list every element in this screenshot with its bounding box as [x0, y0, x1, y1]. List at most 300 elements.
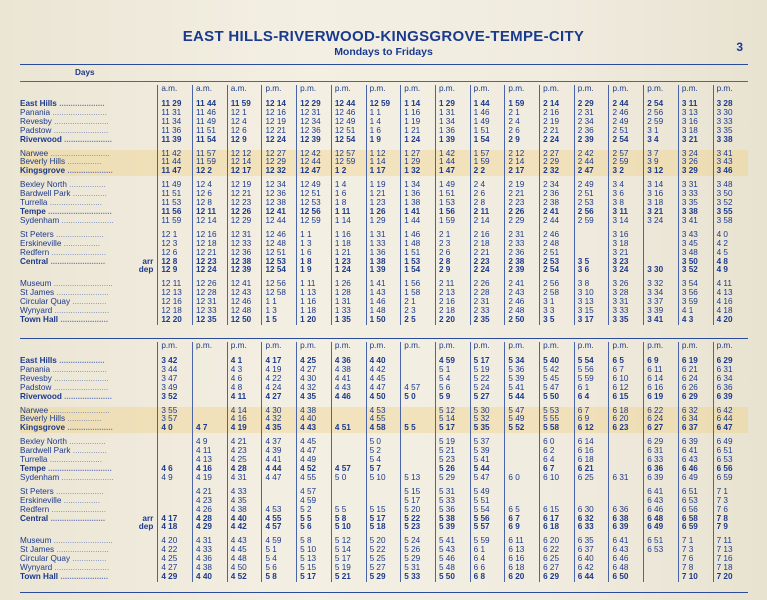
departure-time: 4 8: [713, 258, 748, 267]
departure-time: 5 39: [505, 375, 540, 384]
departure-time: 6 27: [540, 564, 575, 573]
departure-time: 6 42: [574, 564, 609, 573]
station-name: Narwee: [20, 149, 49, 158]
departure-time: 3 42: [158, 357, 193, 366]
departure-time: 3 28: [609, 289, 644, 298]
departure-time: 6 37: [574, 546, 609, 555]
departure-time: [505, 447, 540, 456]
leader-dots: .......................: [47, 199, 103, 208]
departure-time: 1 47: [435, 167, 470, 176]
departure-time: 4 29: [193, 523, 228, 532]
departure-time: 4 42: [227, 523, 262, 532]
departure-time: 4 17: [158, 515, 193, 524]
departure-time: 6 53: [644, 546, 679, 555]
departure-time: 2 50: [505, 316, 540, 325]
departure-time: 5 29: [435, 474, 470, 483]
station-name: Revesby: [20, 117, 52, 126]
departure-time: 4 20: [713, 316, 748, 325]
departure-time: 5 6: [297, 523, 332, 532]
departure-time: 1 23: [331, 258, 366, 267]
departure-time: 3 2: [609, 167, 644, 176]
leader-dots: ................: [61, 239, 101, 248]
departure-time: 12 8: [193, 199, 228, 208]
station-cell: [20, 307, 158, 316]
leader-dots: ...............: [65, 415, 102, 424]
departure-time: 2 21: [540, 127, 575, 136]
departure-time: 6 14: [574, 438, 609, 447]
departure-time: 6 46: [609, 555, 644, 564]
departure-time: 3 24: [678, 150, 713, 159]
departure-time: 1 59: [470, 158, 505, 167]
departure-time: [401, 375, 436, 384]
departure-time: 12 46: [227, 298, 262, 307]
period-label: p.m.: [644, 85, 679, 95]
departure-time: 5 17: [470, 357, 505, 366]
departure-time: 6 15: [609, 393, 644, 402]
departure-time: 2 8: [470, 199, 505, 208]
period-label: p.m.: [366, 85, 401, 95]
departure-time: 5 54: [574, 357, 609, 366]
departure-time: 6 59: [678, 523, 713, 532]
station-name: Erskineville: [20, 239, 62, 248]
departure-time: [158, 488, 193, 497]
station-name: Central: [20, 514, 49, 523]
departure-time: 12 11: [193, 208, 228, 217]
period-label: a.m.: [158, 85, 193, 95]
departure-time: 12 50: [227, 316, 262, 325]
departure-time: 4 3: [678, 316, 713, 325]
period-label: p.m.: [331, 342, 366, 352]
departure-time: 2 14: [470, 217, 505, 226]
departure-time: 3 11: [678, 100, 713, 109]
departure-time: 4 44: [262, 465, 297, 474]
departure-time: 1 56: [435, 208, 470, 217]
departure-time: 1 4: [331, 181, 366, 190]
departure-time: 12 34: [262, 181, 297, 190]
departure-time: 5 42: [540, 366, 575, 375]
departure-time: 6 20: [540, 537, 575, 546]
departure-time: 1 36: [435, 127, 470, 136]
departure-time: 12 32: [262, 167, 297, 176]
departure-time: [644, 564, 679, 573]
departure-time: 12 51: [262, 249, 297, 258]
departure-time: 11 36: [158, 127, 193, 136]
departure-time: 4 25: [227, 456, 262, 465]
departure-time: 6 44: [574, 573, 609, 582]
departure-time: 3 16: [644, 190, 679, 199]
station-cell: [20, 118, 158, 127]
departure-time: 5 56: [470, 515, 505, 524]
departure-time: 6 36: [713, 384, 748, 393]
departure-time: 2 24: [540, 136, 575, 145]
departure-time: 3 15: [574, 307, 609, 316]
timetable-row: [20, 249, 748, 258]
departure-time: 12 38: [262, 199, 297, 208]
timetable-row: [20, 136, 748, 145]
departure-time: 5 19: [435, 438, 470, 447]
period-label: p.m.: [158, 342, 193, 352]
departure-time: 4 41: [262, 456, 297, 465]
timetable-row: [20, 456, 748, 465]
departure-time: 4 45: [297, 438, 332, 447]
departure-time: 1 43: [366, 289, 401, 298]
departure-time: 12 14: [262, 100, 297, 109]
departure-time: 4 36: [193, 555, 228, 564]
departure-time: 3 13: [678, 109, 713, 118]
departure-time: 5 4: [262, 555, 297, 564]
timetable-row: [20, 109, 748, 118]
departure-time: 5 12: [435, 407, 470, 416]
departure-time: 3 8: [609, 199, 644, 208]
departure-time: 4 57: [401, 384, 436, 393]
departure-time: 2 11: [435, 280, 470, 289]
station-cell: [20, 231, 158, 240]
departure-time: 11 46: [193, 109, 228, 118]
departure-time: 12 48: [227, 307, 262, 316]
departure-time: 6 18: [574, 456, 609, 465]
departure-time: [505, 465, 540, 474]
departure-time: 5 2: [366, 447, 401, 456]
departure-time: 12 18: [158, 307, 193, 316]
period-label: p.m.: [713, 342, 748, 352]
period-label: a.m.: [227, 85, 262, 95]
departure-time: 6 37: [678, 424, 713, 433]
station-name: Sydenham: [20, 216, 60, 225]
arr-dep-label: arr: [142, 257, 154, 266]
departure-time: 6 43: [644, 497, 679, 506]
departure-time: 7 6: [713, 506, 748, 515]
departure-time: [609, 447, 644, 456]
departure-time: 3 43: [678, 231, 713, 240]
timetable-row: [20, 298, 748, 307]
departure-time: 1 41: [366, 280, 401, 289]
timetable-row: [20, 289, 748, 298]
departure-time: 5 39: [470, 447, 505, 456]
leader-dots: .....................: [58, 315, 109, 324]
departure-time: 6 18: [540, 523, 575, 532]
departure-time: 3 11: [609, 208, 644, 217]
departure-time: 5 41: [505, 384, 540, 393]
departure-time: 12 14: [193, 217, 228, 226]
leader-dots: .....................: [61, 392, 112, 401]
departure-time: 6 27: [644, 424, 679, 433]
departure-time: 4 59: [435, 357, 470, 366]
departure-time: 6 20: [609, 415, 644, 424]
departure-time: 6 8: [470, 573, 505, 582]
departure-time: 5 22: [470, 375, 505, 384]
departure-time: 1 1: [366, 109, 401, 118]
departure-time: [574, 240, 609, 249]
departure-time: 4 35: [227, 497, 262, 506]
departure-time: 2 31: [574, 109, 609, 118]
departure-time: [609, 456, 644, 465]
departure-time: 5 10: [331, 523, 366, 532]
departure-time: 4 18: [713, 307, 748, 316]
station-cell: [20, 289, 158, 298]
departure-time: 1 5: [262, 316, 297, 325]
station-name: Turrella: [20, 456, 48, 465]
departure-time: [262, 488, 297, 497]
departure-time: 6 16: [644, 384, 679, 393]
departure-time: 3 18: [678, 127, 713, 136]
station-cell: [20, 249, 158, 258]
departure-time: 12 11: [158, 280, 193, 289]
departure-time: 1 19: [366, 181, 401, 190]
timetable-row: [20, 497, 748, 506]
departure-time: 2 54: [540, 266, 575, 275]
departure-time: 1 29: [435, 100, 470, 109]
departure-time: 5 19: [331, 564, 366, 573]
departure-time: 5 4: [435, 375, 470, 384]
departure-time: 3 46: [713, 167, 748, 176]
timetable-row: [20, 357, 748, 366]
bottom-rule: [20, 592, 748, 593]
departure-time: 2 29: [540, 158, 575, 167]
departure-time: 2 20: [435, 316, 470, 325]
departure-time: 5 8: [331, 515, 366, 524]
departure-time: 2 56: [644, 109, 679, 118]
departure-time: 2 38: [505, 258, 540, 267]
departure-time: 5 52: [505, 424, 540, 433]
departure-time: 2 32: [540, 167, 575, 176]
departure-time: 3 52: [158, 393, 193, 402]
station-cell: [20, 573, 158, 582]
departure-time: 1 29: [366, 217, 401, 226]
station-cell: [20, 393, 158, 402]
leader-dots: ....................: [56, 357, 105, 365]
departure-time: 12 1: [158, 231, 193, 240]
timetable-row: [20, 447, 748, 456]
departure-time: 2 58: [540, 289, 575, 298]
departure-time: 12 21: [193, 249, 228, 258]
departure-time: 5 47: [540, 384, 575, 393]
departure-time: 4 20: [158, 537, 193, 546]
departure-time: 3 4: [644, 136, 679, 145]
station-cell: [20, 266, 158, 275]
departure-time: 4 38: [227, 506, 262, 515]
departure-time: 12 23: [227, 199, 262, 208]
departure-time: 4 18: [158, 523, 193, 532]
station-cell: [20, 181, 158, 190]
page-number: 3: [736, 40, 743, 54]
timetable-row: [20, 258, 748, 267]
departure-time: 1 33: [366, 240, 401, 249]
departure-time: 5 29: [366, 573, 401, 582]
departure-time: 2 39: [505, 266, 540, 275]
departure-time: 2 17: [505, 167, 540, 176]
departure-time: 6 11: [644, 366, 679, 375]
departure-time: 1 44: [435, 158, 470, 167]
departure-time: 12 29: [297, 100, 332, 109]
departure-time: 1 41: [401, 208, 436, 217]
departure-time: 1 26: [366, 208, 401, 217]
departure-time: 12 41: [262, 208, 297, 217]
departure-time: 1 54: [470, 136, 505, 145]
departure-time: 12 33: [227, 240, 262, 249]
leader-dots: ........................: [49, 248, 107, 257]
station-cell: [20, 316, 158, 325]
station-cell: [20, 506, 158, 515]
departure-time: 6 29: [678, 393, 713, 402]
departure-time: 3 12: [644, 167, 679, 176]
departure-time: 2 44: [574, 158, 609, 167]
departure-time: 3 50: [713, 190, 748, 199]
departure-time: 7 11: [713, 537, 748, 546]
departure-time: 5 55: [540, 415, 575, 424]
departure-time: 5 54: [470, 506, 505, 515]
departure-time: 12 35: [193, 316, 228, 325]
departure-time: 1 6: [297, 249, 332, 258]
station-cell: [20, 136, 158, 145]
departure-time: 12 21: [262, 127, 297, 136]
departure-time: 3 35: [713, 127, 748, 136]
departure-time: 11 51: [158, 190, 193, 199]
departure-time: 7 3: [713, 497, 748, 506]
departure-time: 3 3: [540, 307, 575, 316]
departure-time: 4 23: [227, 447, 262, 456]
departure-time: 3 26: [609, 280, 644, 289]
departure-time: 4 28: [227, 465, 262, 474]
departure-time: 4 0: [713, 231, 748, 240]
departure-time: 1 34: [401, 181, 436, 190]
departure-time: [609, 497, 644, 506]
timetable-row: [20, 555, 748, 564]
departure-time: 5 51: [470, 497, 505, 506]
departure-time: 1 57: [470, 150, 505, 159]
departure-time: 5 59: [574, 375, 609, 384]
departure-time: 12 8: [158, 258, 193, 267]
leader-dots: ...............: [70, 555, 107, 564]
station-cell: [20, 375, 158, 384]
departure-time: 1 38: [401, 199, 436, 208]
departure-time: 4 35: [262, 424, 297, 433]
departure-time: 4 9: [193, 438, 228, 447]
departure-time: 5 30: [470, 407, 505, 416]
departure-time: 5 46: [435, 555, 470, 564]
departure-time: 12 53: [297, 199, 332, 208]
departure-time: 12 18: [193, 240, 228, 249]
period-label: p.m.: [262, 342, 297, 352]
departure-time: 2 4: [505, 118, 540, 127]
station-name: Beverly Hills: [20, 158, 66, 167]
station-name: Circular Quay: [20, 555, 71, 564]
departure-time: [158, 497, 193, 506]
departure-time: 12 36: [262, 190, 297, 199]
departure-time: 4 21: [227, 438, 262, 447]
departure-time: 1 16: [297, 298, 332, 307]
departure-time: 3 7: [644, 150, 679, 159]
leader-dots: .......................: [54, 546, 109, 555]
departure-time: 5 26: [401, 546, 436, 555]
departure-time: 1 17: [366, 167, 401, 176]
departure-time: [401, 415, 436, 424]
departure-time: 4 35: [297, 393, 332, 402]
departure-time: 4 50: [227, 564, 262, 573]
period-label: p.m.: [540, 85, 575, 95]
timetable-row: [20, 523, 748, 532]
departure-time: 4 40: [366, 357, 401, 366]
departure-time: 12 19: [227, 181, 262, 190]
departure-time: 4 6: [227, 375, 262, 384]
departure-time: 2 48: [505, 307, 540, 316]
departure-time: 6 21: [678, 366, 713, 375]
departure-time: 4 38: [331, 366, 366, 375]
departure-time: 1 29: [401, 158, 436, 167]
departure-time: 6 43: [678, 456, 713, 465]
departure-time: 12 43: [227, 289, 262, 298]
departure-time: 6 25: [574, 474, 609, 483]
departure-time: 5 22: [401, 515, 436, 524]
leader-dots: .....................: [61, 135, 112, 144]
departure-time: 1 8: [297, 258, 332, 267]
departure-time: 5 5: [401, 424, 436, 433]
departure-time: 5 37: [470, 438, 505, 447]
departure-time: 2 31: [505, 231, 540, 240]
departure-time: [644, 249, 679, 258]
departure-time: 7 16: [713, 555, 748, 564]
departure-time: 3 24: [609, 266, 644, 275]
departure-time: 4 19: [227, 424, 262, 433]
departure-time: 7 6: [678, 555, 713, 564]
departure-time: 5 6: [262, 564, 297, 573]
station-cell: [20, 127, 158, 136]
station-name: Sydenham: [20, 473, 60, 482]
departure-time: 12 29: [262, 158, 297, 167]
departure-time: 6 18: [609, 407, 644, 416]
leader-dots: ....................: [65, 167, 113, 176]
departure-time: [644, 555, 679, 564]
departure-time: 1 33: [331, 307, 366, 316]
leader-dots: ...............: [70, 298, 107, 307]
departure-time: [366, 497, 401, 506]
departure-time: 6 22: [540, 546, 575, 555]
departure-time: 6 49: [713, 438, 748, 447]
station-name: Tempe: [20, 464, 46, 473]
leader-dots: ..........................: [48, 149, 110, 158]
departure-time: 12 54: [331, 136, 366, 145]
departure-time: 12 26: [227, 208, 262, 217]
departure-time: 5 0: [331, 474, 366, 483]
station-name: Panania: [20, 108, 51, 117]
departure-time: 3 50: [678, 258, 713, 267]
leader-dots: ........................: [52, 564, 110, 573]
timetable-row: [20, 158, 748, 167]
departure-time: 4 52: [297, 465, 332, 474]
station-cell: [20, 497, 158, 506]
departure-time: 1 3: [262, 307, 297, 316]
departure-time: 4 26: [193, 506, 228, 515]
departure-time: 4 11: [193, 447, 228, 456]
departure-time: 3 16: [609, 231, 644, 240]
departure-time: 7 8: [713, 515, 748, 524]
departure-time: 3 29: [678, 167, 713, 176]
departure-time: 6 17: [540, 515, 575, 524]
departure-time: 1 44: [470, 100, 505, 109]
departure-time: 6 19: [644, 393, 679, 402]
departure-time: 6 58: [678, 515, 713, 524]
departure-time: 2 57: [609, 150, 644, 159]
departure-time: [540, 488, 575, 497]
departure-time: 2 29: [505, 217, 540, 226]
departure-time: 4 43: [297, 424, 332, 433]
departure-time: 5 20: [401, 506, 436, 515]
departure-time: 2 16: [435, 298, 470, 307]
departure-time: 12 58: [262, 289, 297, 298]
leader-dots: ........................: [50, 108, 107, 117]
departure-time: 2 44: [609, 100, 644, 109]
departure-time: 5 27: [470, 393, 505, 402]
departure-time: 11 59: [227, 100, 262, 109]
